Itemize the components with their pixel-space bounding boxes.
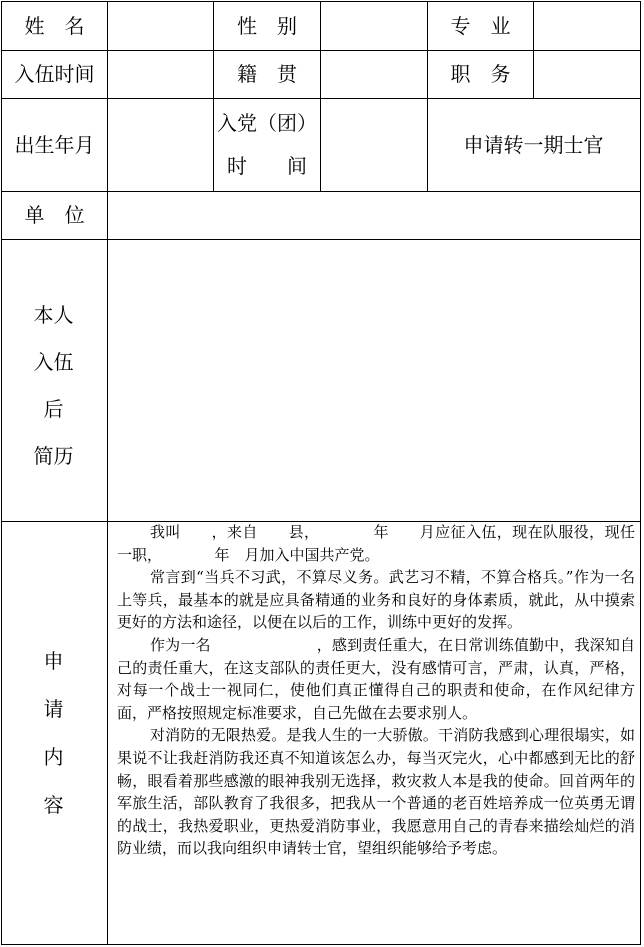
application-label-char: 内 xyxy=(43,745,64,769)
party-join-time-field[interactable] xyxy=(321,98,427,191)
application-label-char: 申 xyxy=(43,649,64,673)
resume-label xyxy=(1,292,106,480)
application-content-label xyxy=(1,637,106,829)
position-field[interactable] xyxy=(534,50,639,98)
application-paragraph: 作为一名 ，感到责任重大，在日常训练值勤中，我深知自己的责任重大，在这支部队的责任更大，没有感情可言，严肃，认真，严格，对每一个战士一视同仁，使他们真正懂得自己的职责和使命，在作风纪律方面，严格按照规定标准要求，自己先做在去要求别人。 xyxy=(117,635,635,722)
resume-label-char: 后 xyxy=(43,397,64,421)
party-label-line2: 时 间 xyxy=(227,154,307,178)
resume-label-char: 入伍 xyxy=(33,350,74,374)
birth-date-field[interactable] xyxy=(108,98,213,191)
application-paragraph: 常言到“当兵不习武，不算尽义务。武艺习不精，不算合格兵。”作为一名上等兵，最基本的就是应具备精通的业务和良好的身体素质，就此，从中摸索更好的方法和途径，以便在以后的工作，训练中更好的发挥。 xyxy=(117,568,635,632)
native-place-label: 籍 贯 xyxy=(237,62,297,86)
enlist-time-field[interactable] xyxy=(108,50,213,98)
gender-label: 性 别 xyxy=(237,14,297,38)
application-label-char: 容 xyxy=(43,793,64,817)
party-label-line1: 入党（团） xyxy=(217,111,317,135)
native-place-field[interactable] xyxy=(321,50,427,98)
position-label: 职 务 xyxy=(450,62,511,86)
major-field[interactable] xyxy=(534,2,639,50)
name-field[interactable] xyxy=(108,2,213,50)
application-label-char: 请 xyxy=(43,697,64,721)
application-paragraph: 我叫 ，来自 县， 年 月应征入伍，现在队服役，现任 一职， 年 月加入中国共产党。 xyxy=(117,523,635,564)
application-body xyxy=(117,521,635,941)
unit-label: 单 位 xyxy=(24,203,85,227)
application-paragraph: 对消防的无限热爱。是我人生的一大骄傲。干消防我感到心理很塌实，如果说不让我赶消防我还真不知道该怎么办，每当灭完火，心中都感到无比的舒畅，眼看着那些感激的眼神我别无选择，救灾救人本是我的使命。回首两年的军旅生活，部队教育了我很多，把我从一个普通的老百姓培养成一位英勇无谓的战士，我热爱职业，更热爱消防事业，我愿意用自己的青春来描绘灿烂的消防业绩，而以我向组织申请转士官，望组织能够给予考虑。 xyxy=(117,726,635,858)
major-label: 专 业 xyxy=(450,14,511,38)
resume-label-char: 本人 xyxy=(33,303,74,327)
resume-label-char: 简历 xyxy=(33,444,74,468)
gender-field[interactable] xyxy=(321,2,427,50)
application-title: 申请转一期士官 xyxy=(463,132,604,157)
birth-date-label: 出生年月 xyxy=(14,132,95,157)
unit-field[interactable] xyxy=(108,191,639,239)
party-join-time-label xyxy=(214,98,320,191)
enlist-time-label: 入伍时间 xyxy=(14,62,95,86)
resume-content-area[interactable] xyxy=(108,240,639,520)
name-label: 姓 名 xyxy=(24,14,85,38)
